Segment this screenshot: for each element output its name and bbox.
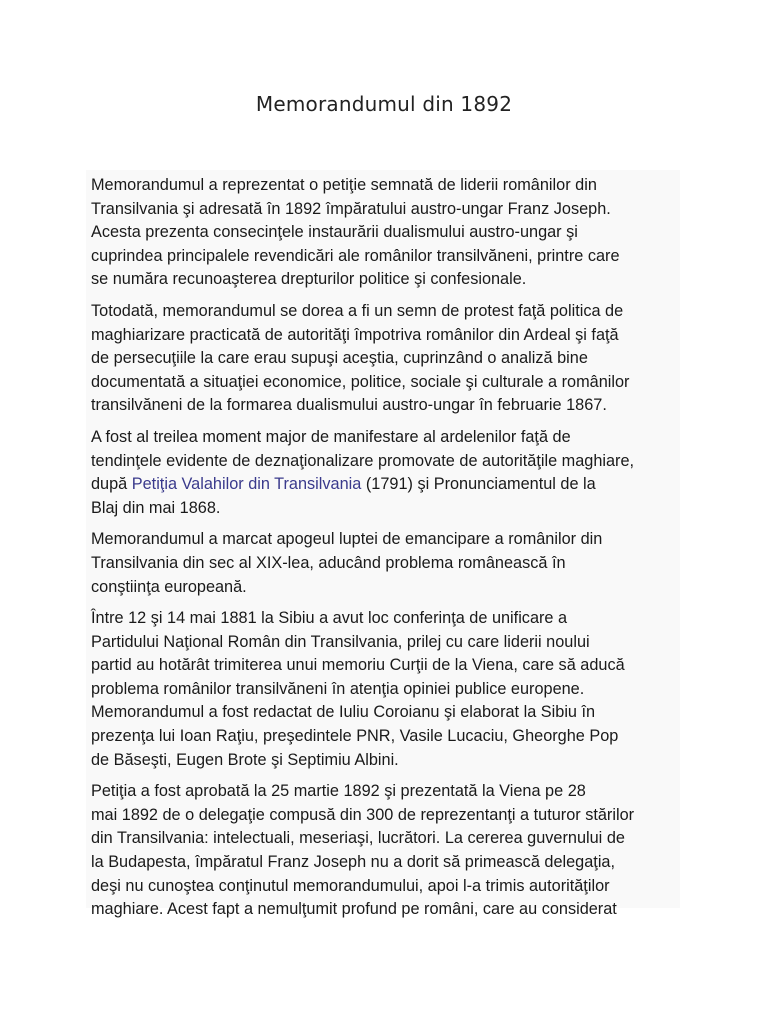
document-body [86, 170, 680, 919]
paragraph-2: Totodată, memorandumul se dorea a fi un semn de protest faţă politica de maghiarizare practicată de autorităţi împotriva românilor din Ardeal şi faţă de persecuţiile la care erau supuşi aceştia, cuprinzând o analiză bine documentată a situaţiei economice, politice, sociale şi culturale a românilor transilvăneni de la formarea dualismului austro-ungar în februarie 1867. [91, 301, 630, 415]
page-title: Memorandumul din 1892 [255, 92, 513, 116]
paragraph-4: Memorandumul a marcat apogeul luptei de emancipare a românilor din Transilvania din sec al XIX-lea, aducând problema românească în conştiinţa europeană. [91, 530, 603, 596]
paragraph-3-text-after-link: (1791) şi Pronunciamentul de la Blaj din mai 1868. [91, 475, 596, 517]
paragraph-6: Petiţia a fost aprobată la 25 martie 1892 şi prezentată la Viena pe 28 mai 1892 de o delegaţie compusă din 300 de reprezentanţi a tuturor stărilor din Transilvania: intelectuali, meseriaşi, lucrători. La cererea guvernului de la Budapesta, împăratul Franz Joseph nu a dorit să primească delegaţia, deşi nu cunoştea conţinutul memorandumului, apoi l-a trimis autorităţilor maghiare. Acest fapt a nemulţumit profund pe români, care au considerat [91, 782, 635, 919]
paragraph-1: Memorandumul a reprezentat o petiţie semnată de liderii românilor din Transilvania şi adresată în 1892 împăratului austro-ungar Franz Joseph. Acesta prezenta consecinţele instaurării dualismului austro-ungar şi cuprindea principalele revendicări ale românilor transilvăneni, printre care se număra recunoaşterea drepturilor politice şi confesionale. [91, 176, 620, 289]
paragraph-3 [91, 426, 676, 520]
petitia-valahilor-link[interactable]: Petiţia Valahilor din Transilvania [131, 475, 362, 494]
paragraph-3-text-before-link: A fost al treilea moment major de manifestare al ardelenilor faţă de tendinţele evidente de deznaţionalizare promovate de autorităţile maghiare, după [91, 427, 635, 494]
paragraph-5: Între 12 şi 14 mai 1881 la Sibiu a avut loc conferinţa de unificare a Partidului Naţional Român din Transilvania, prilej cu care liderii noului partid au hotărât trimiterea unui memoriu Curţii de la Viena, care să aducă problema românilor transilvăneni în atenţia opiniei publice europene. Memorandumul a fost redactat de Iuliu Coroianu şi elaborat la Sibiu în prezenţa lui Ioan Raţiu, preşedintele PNR, Vasile Lucaciu, Gheorghe Pop de Băseşti, Eugen Brote şi Septimiu Albini. [91, 609, 625, 769]
